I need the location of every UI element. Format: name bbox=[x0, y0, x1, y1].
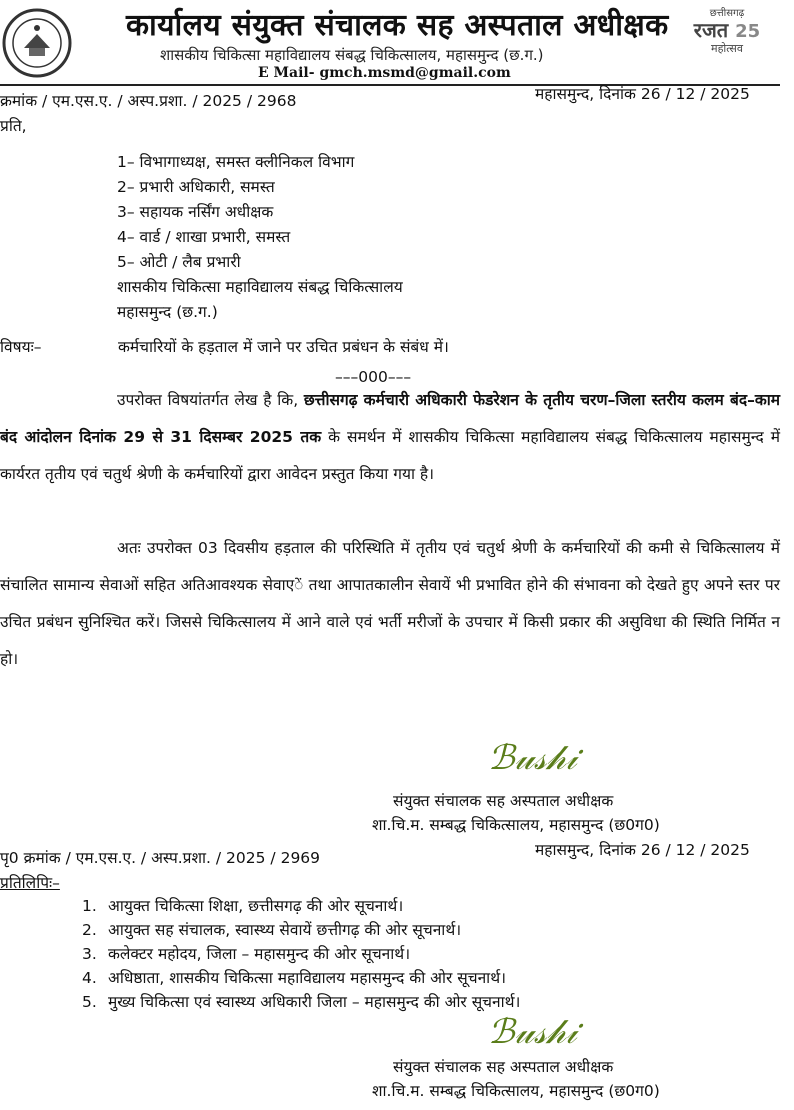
copy-item bbox=[82, 918, 520, 942]
copy-item-text: मुख्य चिकित्सा एवं स्वास्थ्य अधिकारी जिला – महासमुन्द की ओर सूचनार्थ। bbox=[108, 993, 521, 1011]
copy-item-text: आयुक्त चिकित्सा शिक्षा, छत्तीसगढ़ की ओर सूचनार्थ। bbox=[108, 897, 404, 915]
signature-1-designation: संयुक्त संचालक सह अस्पताल अधीक्षक bbox=[393, 792, 614, 810]
copy-item bbox=[82, 966, 520, 990]
signature-1-office: शा.चि.म. सम्बद्ध चिकित्सालय, महासमुन्द (छ0ग0) bbox=[372, 816, 660, 834]
copy-item bbox=[82, 894, 520, 918]
college-seal-logo bbox=[2, 8, 72, 78]
logo-line-1: छत्तीसगढ़ bbox=[709, 8, 745, 19]
signature-2-designation: संयुक्त संचालक सह अस्पताल अधीक्षक bbox=[393, 1058, 614, 1076]
logo-line-3: महोत्सव bbox=[711, 42, 743, 55]
signature-2: ℬ𝓊𝓈𝒽𝒾 bbox=[488, 1012, 577, 1052]
logo-number: 25 bbox=[735, 21, 761, 42]
rajat-mahotsav-logo bbox=[682, 8, 772, 74]
office-email bbox=[258, 65, 511, 81]
recipient-item: 3– सहायक नर्सिंग अधीक्षक bbox=[117, 203, 274, 221]
copy-item-number: 3. bbox=[82, 945, 97, 963]
recipient-item: 1– विभागाध्यक्ष, समस्त क्लीनिकल विभाग bbox=[117, 153, 355, 171]
recipient-item: 5– ओटी / लैब प्रभारी bbox=[117, 253, 241, 271]
office-title: कार्यालय संयुक्त संचालक सह अस्पताल अधीक्षक bbox=[126, 8, 669, 43]
copy-item-number: 1. bbox=[82, 897, 97, 915]
p1-rest: के समर्थन में शासकीय चिकित्सा महाविद्यालय संबद्ध चिकित्सालय महासमुन्द में कार्यरत तृतीय एवं चतुर्थ श्रेणी के कर्मचारियों द्वारा आवेदन प्रस्तुत किया गया है। bbox=[0, 428, 780, 483]
copy-item-text: कलेक्टर महोदय, जिला – महासमुन्द की ओर सूचनार्थ। bbox=[108, 945, 411, 963]
copy-item-number: 4. bbox=[82, 969, 97, 987]
copy-item-text: अधिष्ठाता, शासकीय चिकित्सा महाविद्यालय महासमुन्द की ओर सूचनार्थ। bbox=[108, 969, 506, 987]
body-paragraph-2: अतः उपरोक्त 03 दिवसीय हड़ताल की परिस्थिति में तृतीय एवं चतुर्थ श्रेणी के कर्मचारियों की कमी से चिकित्सालय में संचालित सामान्य सेवाओं सहित अतिआवश्यक सेवाएें तथा आपातकालीन सेवायें भी प्रभावित होने की संभावना को देखते हुए अपने स्तर पर उचित प्रबंधन सुनिश्चित करें। जिससे चिकित्सालय में आने वाले एवं भर्ती मरीजों के उपचार में किसी प्रकार की असुविधा की स्थिति निर्मित न हो। bbox=[0, 539, 780, 668]
body-paragraph-1 bbox=[0, 382, 780, 493]
copy-item-number: 5. bbox=[82, 993, 97, 1011]
copy-item-number: 2. bbox=[82, 921, 97, 939]
recipient-list bbox=[117, 150, 403, 325]
signature-1: ℬ𝓊𝓈𝒽𝒾 bbox=[488, 738, 577, 778]
copy-label: प्रतिलिपिः– bbox=[0, 874, 60, 892]
copy-item bbox=[82, 942, 520, 966]
recipient-item: 4– वार्ड / शाखा प्रभारी, समस्त bbox=[117, 228, 291, 246]
copy-list bbox=[82, 894, 520, 1014]
logo-line-2: रजत bbox=[693, 18, 729, 42]
p1-intro: उपरोक्त विषयांतर्गत लेख है कि, bbox=[117, 391, 304, 409]
subject-label: विषयः– bbox=[0, 338, 42, 356]
ref-place-date: महासमुन्द, दिनांक 26 / 12 / 2025 bbox=[535, 85, 750, 103]
copy-ref-number: पृ0 क्रमांक / एम.एस.ए. / अस्प.प्रशा. / 2025 / 2969 bbox=[0, 849, 321, 867]
p1-bold: छत्तीसगढ़ कर्मचारी अधिकारी फेडरेशन के तृतीय चरण–जिला स्तरीय कलम बंद–काम बंद आंदोलन दिनांक 29 से 31 दिसम्बर 2025 तक bbox=[0, 391, 781, 446]
copy-item-text: आयुक्त सह संचालक, स्वास्थ्य सेवायें छत्तीगढ़ की ओर सूचनार्थ। bbox=[108, 921, 462, 939]
copy-place-date: महासमुन्द, दिनांक 26 / 12 / 2025 bbox=[535, 841, 750, 859]
recipient-item: 2– प्रभारी अधिकारी, समस्त bbox=[117, 178, 275, 196]
recipient-item: महासमुन्द (छ.ग.) bbox=[117, 303, 218, 321]
recipient-item: शासकीय चिकित्सा महाविद्यालय संबद्ध चिकित्सालय bbox=[117, 278, 403, 296]
ref-number: क्रमांक / एम.एस.ए. / अस्प.प्रशा. / 2025 / 2968 bbox=[0, 92, 297, 110]
to-label: प्रति, bbox=[0, 117, 27, 135]
signature-2-office: शा.चि.म. सम्बद्ध चिकित्सालय, महासमुन्द (छ0ग0) bbox=[372, 1082, 660, 1100]
email-address: gmch.msmd@gmail.com bbox=[319, 65, 511, 81]
office-subtitle: शासकीय चिकित्सा महाविद्यालय संबद्ध चिकित्सालय, महासमुन्द (छ.ग.) bbox=[160, 46, 544, 64]
copy-item bbox=[82, 990, 520, 1014]
separator: –––000––– bbox=[335, 368, 412, 386]
email-label: E Mail- bbox=[258, 65, 315, 81]
subject-text: कर्मचारियों के हड़ताल में जाने पर उचित प्रबंधन के संबंध में। bbox=[118, 338, 449, 356]
